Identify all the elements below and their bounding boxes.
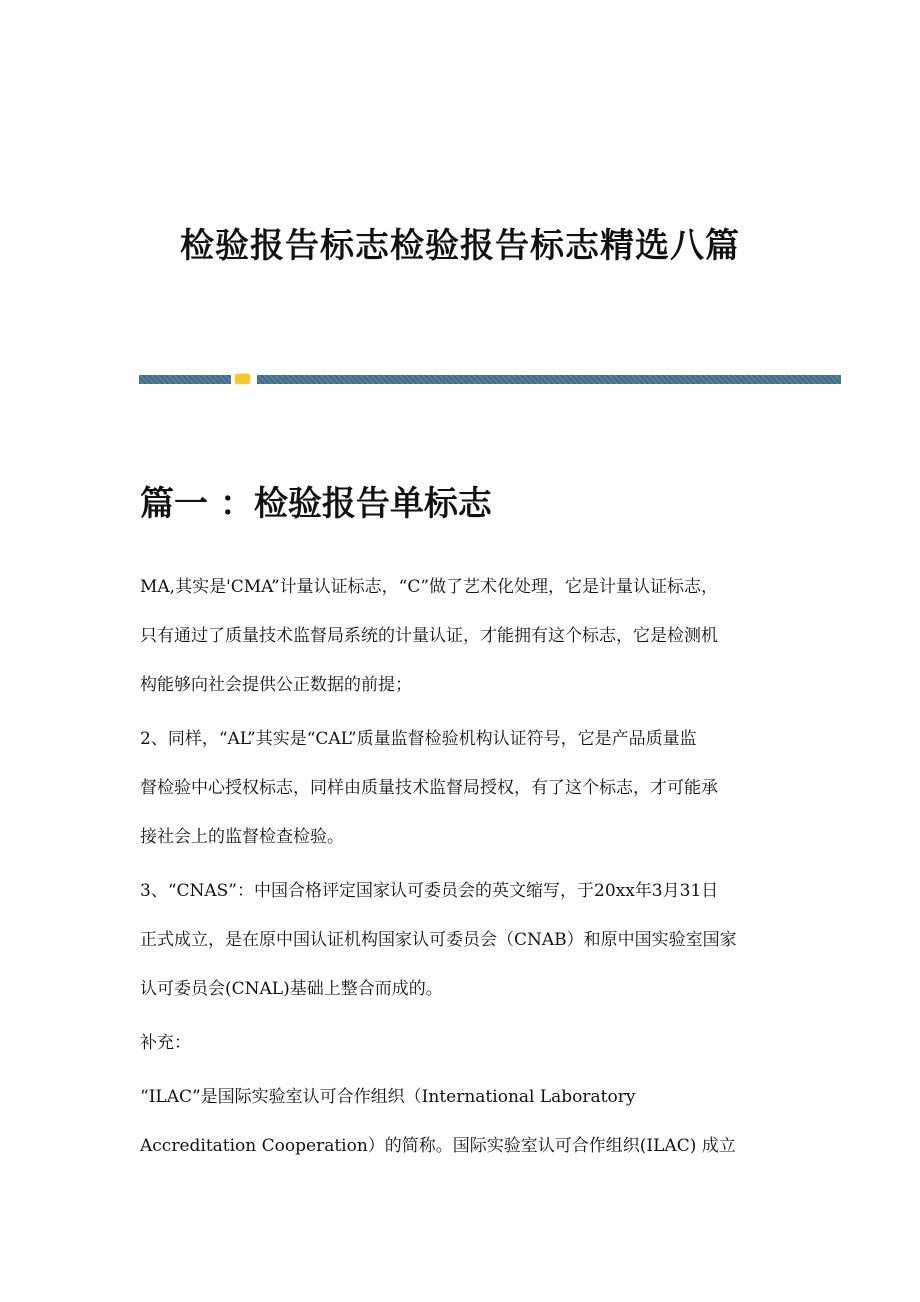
document-body [140,574,737,1187]
paragraph-line: 正式成立，是在原中国认证机构国家认可委员会（CNAB）和原中国实验室国家 [140,930,737,950]
paragraph [140,878,737,1025]
paragraph-line: 补充： [140,1033,191,1053]
paragraph-line: 督检验中心授权标志，同样由质量技术监督局授权，有了这个标志，才可能承 [140,778,718,798]
paragraph-line: 认可委员会(CNAL)基础上整合而成的。 [140,979,443,999]
divider-bar-right [257,375,841,384]
paragraph-line: “ILAC”是国际实验室认可合作组织（International Laboratory [140,1087,636,1107]
paragraph-line: 构能够向社会提供公正数据的前提； [140,675,412,695]
divider-bar-left [139,375,231,384]
paragraph-line: 接社会上的监督检查检验。 [140,827,344,847]
paragraph-line: Accreditation Cooperation）的简称。国际实验室认可合作组织(ILAC) 成立 [140,1136,736,1156]
section-heading: 篇一 ：检验报告单标志 [140,484,492,524]
paragraph-line: 3、“CNAS”：中国合格评定国家认可委员会的英文缩写，于20xx年3月31日 [140,881,719,901]
paragraph [140,1030,737,1079]
document-title: 检验报告标志检验报告标志精选八篇 [180,226,740,266]
divider-ornament-icon [235,374,250,384]
paragraph [140,574,737,721]
section-divider [139,375,841,384]
paragraph [140,726,737,873]
paragraph [140,1084,737,1182]
paragraph-line: 2、同样，“AL”其实是“CAL”质量监督检验机构认证符号，它是产品质量监 [140,729,697,749]
paragraph-line: MA,其实是'CMA”计量认证标志，“C”做了艺术化处理，它是计量认证标志， [140,577,719,597]
paragraph-line: 只有通过了质量技术监督局系统的计量认证，才能拥有这个标志，它是检测机 [140,626,718,646]
